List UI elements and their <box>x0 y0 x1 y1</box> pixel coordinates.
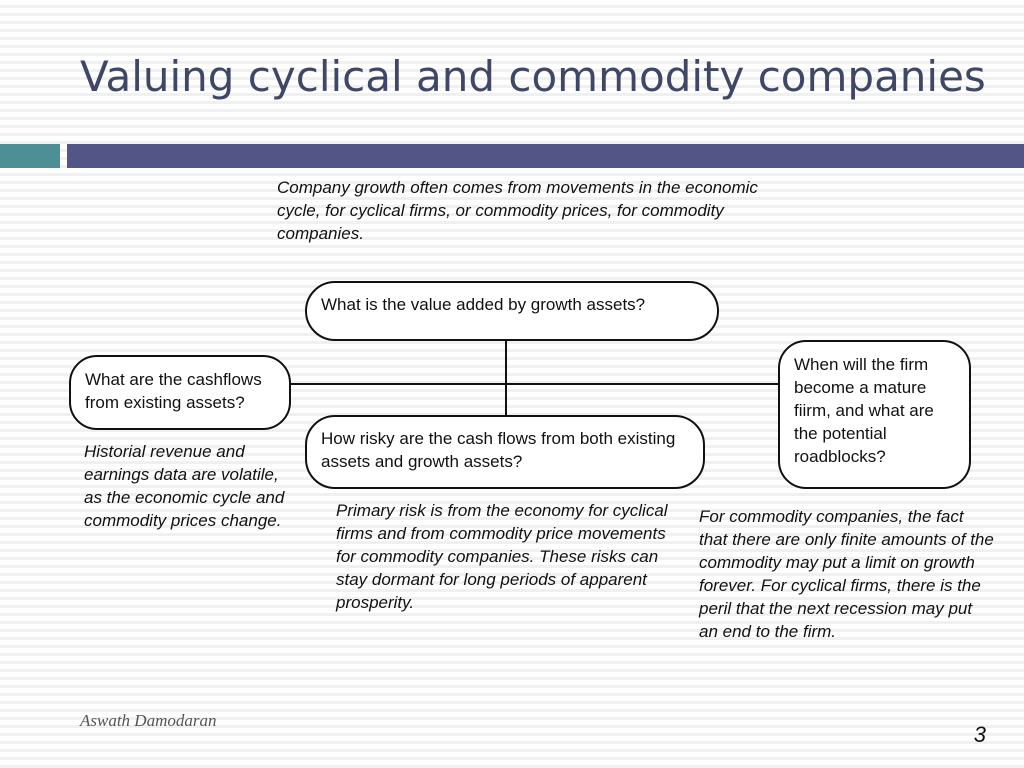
note-commodity-limit: For commodity companies, the fact that there are only finite amounts of the commodity may put a limit on growth forever. For cyclical firms, there is the peril that the next recession may put an end to the firm. <box>699 507 994 641</box>
intro-note: Company growth often comes from movements in the economic cycle, for cyclical firms, or commodity prices, for commodity companies. <box>277 178 758 243</box>
box-mature-firm: When will the firm become a mature fiirm, and what are the potential roadblocks? <box>778 340 971 489</box>
page-number: 3 <box>973 722 986 747</box>
footer-author: Aswath Damodaran <box>80 711 217 730</box>
box-risk-cashflows: How risky are the cash flows from both existing assets and growth assets? <box>305 415 705 489</box>
box-value-added-growth: What is the value added by growth assets? <box>305 281 719 341</box>
note-historical-revenue: Historial revenue and earnings data are volatile, as the economic cycle and commodity prices change. <box>84 442 285 530</box>
accent-bar-purple <box>67 144 1024 168</box>
vertical-connector-line <box>505 341 507 415</box>
horizontal-connector-line <box>289 383 779 385</box>
accent-bar-teal <box>0 144 60 168</box>
slide-title: Valuing cyclical and commodity companies <box>80 52 986 101</box>
box-cashflows-existing-assets: What are the cashflows from existing assets? <box>69 355 291 430</box>
note-primary-risk: Primary risk is from the economy for cyclical firms and from commodity price movements for commodity companies. These risks can stay dormant for long periods of apparent prosperity. <box>336 501 668 612</box>
